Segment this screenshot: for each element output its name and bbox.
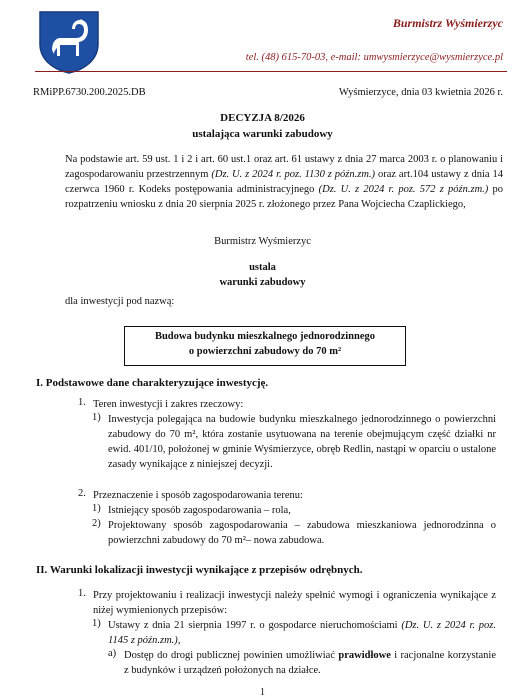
coat-of-arms-icon: [38, 10, 100, 74]
investment-name-line: Budowa budynku mieszkalnego jednorodzinnego: [154, 331, 376, 342]
investment-label: dla inwestycji pod nazwą:: [65, 296, 175, 307]
list-number: 1): [92, 503, 101, 514]
header-contact: tel. (48) 615-70-03, e-mail: umwysmierzyce@wysmierzyce.pl: [245, 52, 503, 63]
decision-title-block: [0, 110, 525, 142]
list-item-text: Istniejący sposób zagospodarowania – rola,: [108, 505, 291, 516]
list-number: 1): [92, 618, 101, 629]
list-item-text: Przy projektowaniu i realizacji inwestycji należy spełnić wymogi i ograniczenia wynikające z niżej wymienionych przepisów:: [93, 590, 496, 616]
investment-name-line: o powierzchni zabudowy do 70 m²: [188, 346, 342, 357]
legal-basis-paragraph: [65, 152, 503, 212]
page-number: 1: [260, 687, 265, 698]
list-item-text: [124, 648, 496, 678]
list-item-text: [108, 412, 496, 472]
list-item-text-content: Inwestycja polegająca na budowie budynku mieszkalnego jednorodzinnego o powierzchni zabudowy do 70 m², która zostanie usytuowana na terenie obejmującym część działki nr ewid. 401/10, położonej w gminie Wyśmierzyce, obręb Redlin, nastąpi w oparciu o ustalone zasady wynikające z niniejszej decyzji.: [108, 414, 496, 470]
place-date: Wyśmierzyce, dnia 03 kwietnia 2026 r.: [338, 87, 503, 98]
reference-number: RMiPP.6730.200.2025.DB: [33, 87, 146, 98]
list-letter: a): [108, 648, 117, 659]
legal-basis-text: po rozpatrzeniu wniosku z dnia 20 sierpnia 2025 r. złożonego przez Pana Wojciecha Czaplickiego,: [65, 184, 503, 210]
list-number: 1): [92, 412, 101, 423]
legal-citation: (Dz. U. z 2024 r. poz. 1130 z późn.zm.): [211, 169, 376, 180]
list-number: 2): [92, 518, 101, 529]
list-number: 2.: [78, 488, 86, 499]
list-item-text: [108, 618, 496, 648]
list-item-text-content: Ustawy z dnia 21 sierpnia 1997 r. o gospodarce nieruchomościami: [108, 620, 402, 631]
decision-title: DECYZJA 8/2026: [220, 112, 305, 124]
legal-basis-text: Na podstawie art. 59 ust. 1 i 2 i art. 60 ust.1 oraz art. 61 ustawy z dnia 27 marca 2003 r. o planowaniu i zagospodarowaniu przestrzennym: [65, 154, 503, 180]
header-divider: [35, 71, 507, 72]
list-number: 1.: [78, 588, 86, 599]
legal-basis-text: oraz art.104 ustawy z dnia 14 czerwca 1960 r. Kodeks postępowania administracyjnego: [65, 169, 504, 195]
authority-name: Burmistrz Wyśmierzyc: [214, 236, 311, 247]
emphasis-word: prawidłowe: [338, 650, 391, 661]
decides-object: warunki zabudowy: [219, 277, 306, 288]
list-item-title: Przeznaczenie i sposób zagospodarowania terenu:: [93, 490, 303, 501]
decision-subtitle: ustalająca warunki zabudowy: [192, 128, 333, 140]
section-heading: II. Warunki lokalizacji inwestycji wynikające z przepisów odrębnych.: [36, 564, 363, 576]
list-number: 1.: [78, 397, 86, 408]
header-title: Burmistrz Wyśmierzyc: [392, 16, 503, 30]
list-item-text-content: ,: [177, 635, 181, 646]
list-item-text: Projektowany sposób zagospodarowania – zabudowa mieszkaniowa jednorodzinna o powierzchni zabudowy do 70 m²– nowa zabudowa.: [108, 520, 496, 546]
list-item-text-content: i racjonalne korzystanie z budynków i urządzeń położonych na działce.: [124, 650, 496, 676]
list-item-title: Teren inwestycji i zakres rzeczowy:: [93, 399, 244, 410]
list-item-text-content: Dostęp do drogi publicznej powinien umożliwiać: [124, 650, 339, 661]
section-heading: I. Podstawowe dane charakteryzujące inwestycję.: [36, 377, 269, 389]
legal-citation: (Dz. U. z 2024 r. poz. 572 z późn.zm.): [318, 184, 489, 195]
investment-name-box: [124, 326, 406, 366]
legal-citation: (Dz. U. z 2024 r. poz. 1145 z późn.zm.): [108, 620, 496, 646]
decides-word: ustala: [249, 262, 276, 273]
